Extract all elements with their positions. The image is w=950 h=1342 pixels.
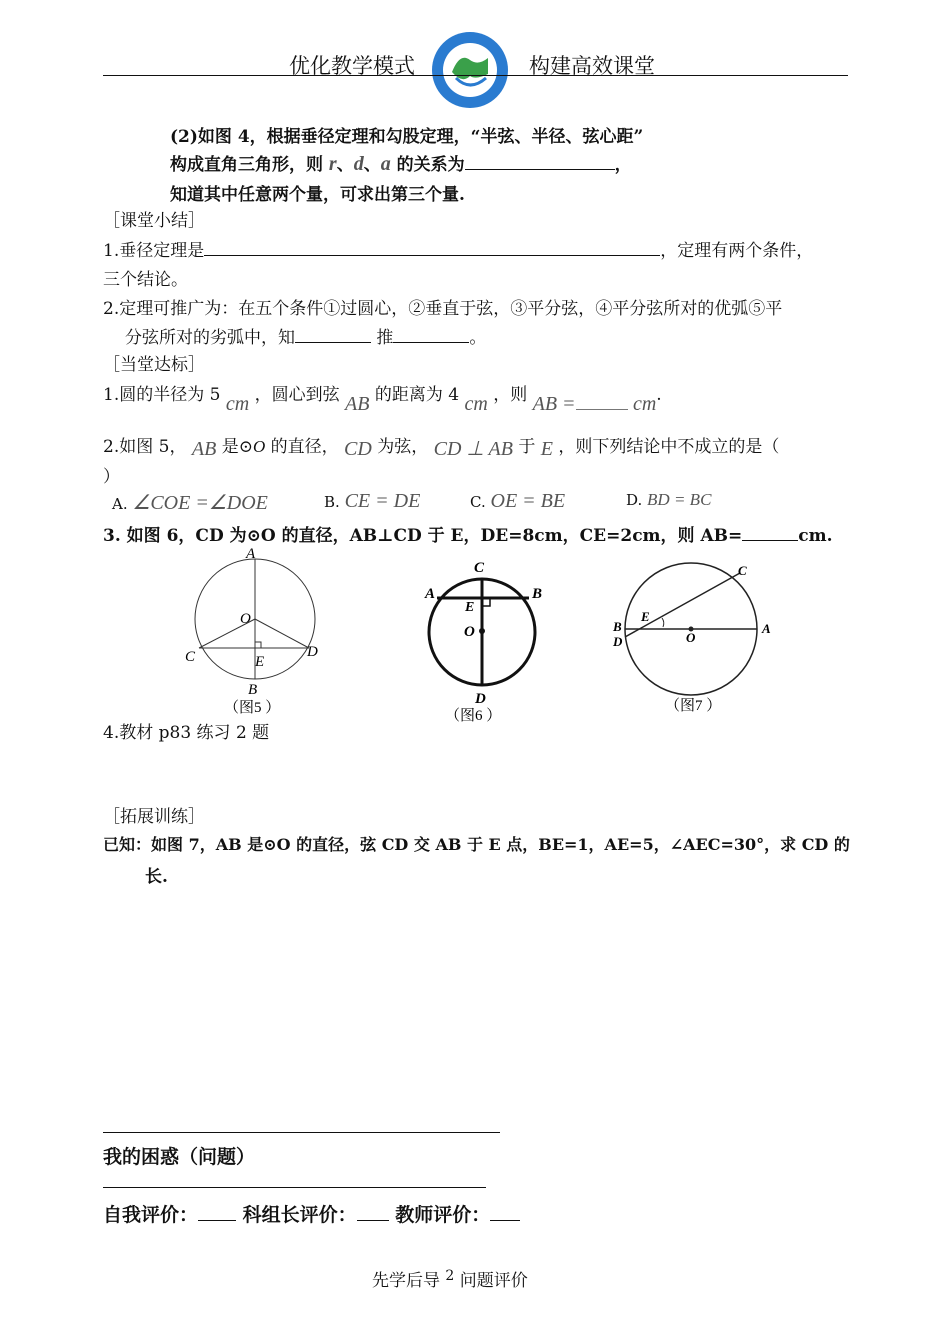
fig7-label-c: C xyxy=(738,563,747,578)
page-number: 2 xyxy=(445,1268,455,1284)
fig5-label-o: O xyxy=(240,611,251,627)
fig5-label-a: A xyxy=(246,546,256,562)
summary-item1-line2: 三个结论。 xyxy=(103,270,188,290)
fig7-label-d: D xyxy=(613,634,623,649)
practice-q1: 1.圆的半径为 5 cm ，圆心到弦 AB 的距离为 4 cm ，则 AB = cm. xyxy=(103,385,662,415)
fig5-label-d: D xyxy=(307,644,318,660)
evaluation-line: 自我评价： 科组长评价： 教师评价： xyxy=(103,1200,520,1227)
part2-line1: (2)如图 4，根据垂径定理和勾股定理，“半弦、半径、弦心距” xyxy=(170,127,644,147)
practice-q3: 3. 如图 6，CD 为⊙O 的直径，AB⊥CD 于 E，DE=8cm，CE=2cm，则 AB= cm. xyxy=(103,521,833,546)
fig6-label-o: O xyxy=(464,624,475,640)
fig6-caption: （图6 ） xyxy=(445,708,502,724)
confusion-rule xyxy=(103,1132,500,1133)
option-d: D. BD = BC xyxy=(626,490,712,509)
fig5-label-b: B xyxy=(248,682,258,698)
option-b: B. CE = DE xyxy=(324,490,421,512)
page-footer: 先学后导 $^2$ 问题评价 xyxy=(372,1268,528,1291)
fig7-label-o: O xyxy=(686,630,696,645)
header-right-title: 构建高效课堂 xyxy=(529,54,655,78)
fig7-label-e: E xyxy=(641,609,650,624)
extension-line1: 已知：如图 7，AB 是⊙O 的直径，弦 CD 交 AB 于 E 点，BE=1，AE=5，∠AEC=30°，求 CD 的 xyxy=(103,835,850,854)
eval-rule xyxy=(103,1187,486,1188)
fig7-label-b: B xyxy=(613,619,622,634)
fig5-label-e: E xyxy=(255,654,265,670)
fig6-label-d: D xyxy=(475,691,486,707)
confusion-label: 我的困惑（问题） xyxy=(103,1146,256,1168)
part2-line2: 构成直角三角形，则 r、d、a 的关系为 ， xyxy=(170,153,632,175)
fig6-label-c: C xyxy=(474,560,485,576)
option-a: A. ∠COE =∠DOE xyxy=(112,492,268,514)
figure-6 xyxy=(415,555,555,725)
practice-q2: 2.如图 5， AB 是⊙O 的直径， CD 为弦， CD ⊥ AB 于 E ，则下列结论中不成立的是（ xyxy=(103,437,780,460)
fig6-label-a: A xyxy=(425,586,436,602)
header-left-title: 优化教学模式 xyxy=(289,54,415,78)
header-rule xyxy=(103,75,848,76)
summary-item2-line2: 分弦所对的劣弧中，知 推 。 xyxy=(125,323,486,348)
summary-item1: 1.垂径定理是 ，定理有两个条件， xyxy=(103,236,813,261)
summary-item2-line1: 2.定理可推广为：在五个条件①过圆心，②垂直于弦，③平分弦，④平分弦所对的优弧⑤平 xyxy=(103,299,783,319)
fig7-label-a: A xyxy=(762,621,771,636)
option-c: C. OE = BE xyxy=(470,490,566,512)
school-logo xyxy=(430,30,510,110)
fig6-label-e: E xyxy=(465,600,475,615)
practice-q4: 4.教材 p83 练习 2 题 xyxy=(103,723,270,743)
practice-q2-close: ） xyxy=(103,467,120,487)
fig5-label-c: C xyxy=(185,649,196,665)
fig7-caption: （图7 ） xyxy=(665,698,722,714)
figure-5 xyxy=(180,545,330,720)
fig5-caption: （图5 ） xyxy=(224,700,281,716)
extension-heading: ［拓展训练］ xyxy=(103,807,205,827)
part2-line3: 知道其中任意两个量，可求出第三个量. xyxy=(170,185,465,205)
summary-heading: ［课堂小结］ xyxy=(103,211,205,231)
extension-line2: 长. xyxy=(145,867,168,887)
figure-7 xyxy=(605,550,780,720)
fig6-label-b: B xyxy=(532,586,543,602)
practice-heading: ［当堂达标］ xyxy=(103,355,205,375)
